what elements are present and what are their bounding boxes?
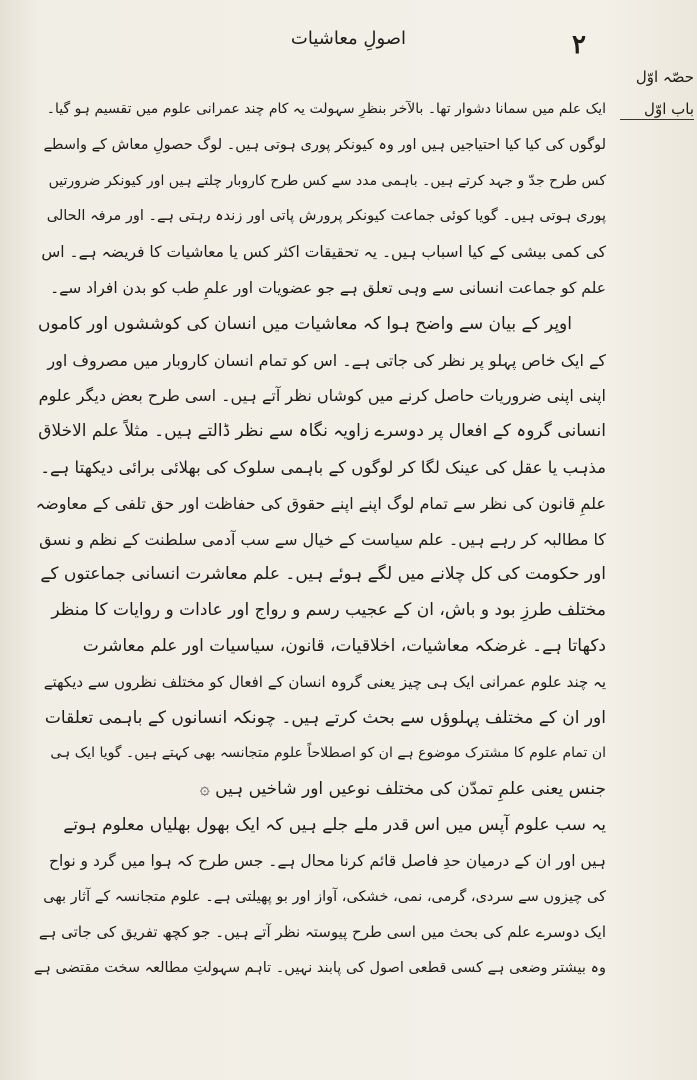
text-line: لوگوں کی کیا کیا احتیاجیں ہیں اور وہ کیونکر پوری ہوتی ہیں۔ لوگ حصولِ معاش کے واسطے	[43, 136, 606, 153]
text-line: مختلف طرزِ بود و باش، ان کے عجیب رسم و رواج اور عادات و روایات کا منظر	[51, 600, 606, 621]
text-line: اوپر کے بیان سے واضح ہوا کہ معاشیات میں انسان کی کوششوں اور کاموں	[37, 313, 572, 334]
page-header-title: اصولِ معاشیات	[290, 28, 407, 49]
page-number: ۲	[572, 30, 586, 60]
margin-section-label: حصّہ اوّل	[635, 68, 694, 86]
text-line: علمِ قانون کی نظر سے تمام لوگ اپنے اپنے حقوق کی حفاظت اور حق تلفی کے معاوضہ	[35, 493, 606, 513]
text-line: علم کو جماعت انسانی سے وہی تعلق ہے جو عضویات اور علمِ طب کو بدن افراد سے۔	[50, 278, 606, 297]
text-line: ان تمام علوم کا مشترک موضوع ہے ان کو اصطلاحاً علوم متجانسہ بھی کہتے ہیں۔ گویا ایک ہی	[50, 745, 606, 762]
text-line: ایک دوسرے علم کی بحث میں اسی طرح پیوستہ نظر آتے ہیں۔ جو کچھ تفریق کی جاتی ہے	[38, 923, 606, 942]
text-line: کا مطالبہ کر رہے ہیں۔ علم سیاست کے خیال سے سب آدمی سلطنت کے نظم و نسق	[39, 529, 606, 549]
margin-chapter-label: باب اوّل	[614, 100, 694, 118]
text-line: کی چیزوں سے سردی، گرمی، نمی، خشکی، آواز اور بو پھیلتی ہے۔ علوم متجانسہ کے آثار بھی	[43, 888, 606, 905]
text-line: دکھاتا ہے۔ غرضکہ معاشیات، اخلاقیات، قانون، سیاسیات اور علم معاشرت	[82, 635, 606, 656]
text-line: ہیں اور ان کے درمیان حدِ فاصل قائم کرنا محال ہے۔ جس طرح کہ ہوا میں گرد و نواح	[49, 851, 606, 870]
text-line: یہ سب علوم آپس میں اس قدر ملے جلے ہیں کہ ایک بھول بھلیاں معلوم ہوتے	[63, 814, 606, 835]
text-line: کی کمی بیشی کے کیا اسباب ہیں۔ یہ تحقیقات اکثر کس یا معاشیات کا فریضہ ہے۔ اس	[41, 243, 606, 262]
text-line: انسانی گروہ کے افعال پر دوسرے زاویہ نگاہ سے نظر ڈالتے ہیں۔ مثلاً علم الاخلاق	[38, 421, 606, 442]
text-line: یہ چند علوم عمرانی ایک ہی چیز یعنی گروہ انسان کے افعال کو مختلف نظروں سے دیکھتے	[43, 672, 606, 691]
text-line: اپنی اپنی ضروریات حاصل کرنے میں کوشاں نظر آتے ہیں۔ اسی طرح بعض دیگر علوم	[38, 386, 606, 406]
text-line: اور ان کے مختلف پہلوؤں سے بحث کرتے ہیں۔ چونکہ انسانوں کے باہمی تعلقات	[44, 707, 606, 728]
text-line: جنس یعنی علمِ تمدّن کی مختلف نوعیں اور شاخیں ہیں ۞	[199, 779, 606, 800]
text-line: کس طرح جدّ و جہد کرتے ہیں۔ باہمی مدد سے کس طرح کاروبار چلتے ہیں اور کیونکر ضرورتیں	[48, 172, 606, 189]
text-line: ایک علم میں سمانا دشوار تھا۔ بالآخر بنظرِ سہولت یہ کام چند عمرانی علوم میں تقسیم ہو گیا۔	[46, 101, 606, 117]
text-line: اور حکومت کی کل چلانے میں لگے ہوئے ہیں۔ علم معاشرت انسانی جماعتوں کے	[40, 564, 606, 585]
text-line: وہ بیشتر وضعی ہے کسی قطعی اصول کی پابند نہیں۔ تاہم سہولتِ مطالعہ سخت مقتضی ہے	[34, 960, 606, 977]
text-line: مذہب یا عقل کی عینک لگا کر لوگوں کے باہمی سلوک کی بھلائی برائی دیکھتا ہے۔	[40, 457, 606, 477]
body-text	[34, 92, 606, 987]
text-line: پوری ہوتی ہیں۔ گویا کوئی جماعت کیونکر پرورش پاتی اور زندہ رہتی ہے۔ اور مرفہ الحالی	[46, 208, 606, 225]
text-line: کے ایک خاص پہلو پر نظر کی جاتی ہے۔ اس کو تمام انسان کاروبار میں مصروف اور	[47, 350, 606, 370]
